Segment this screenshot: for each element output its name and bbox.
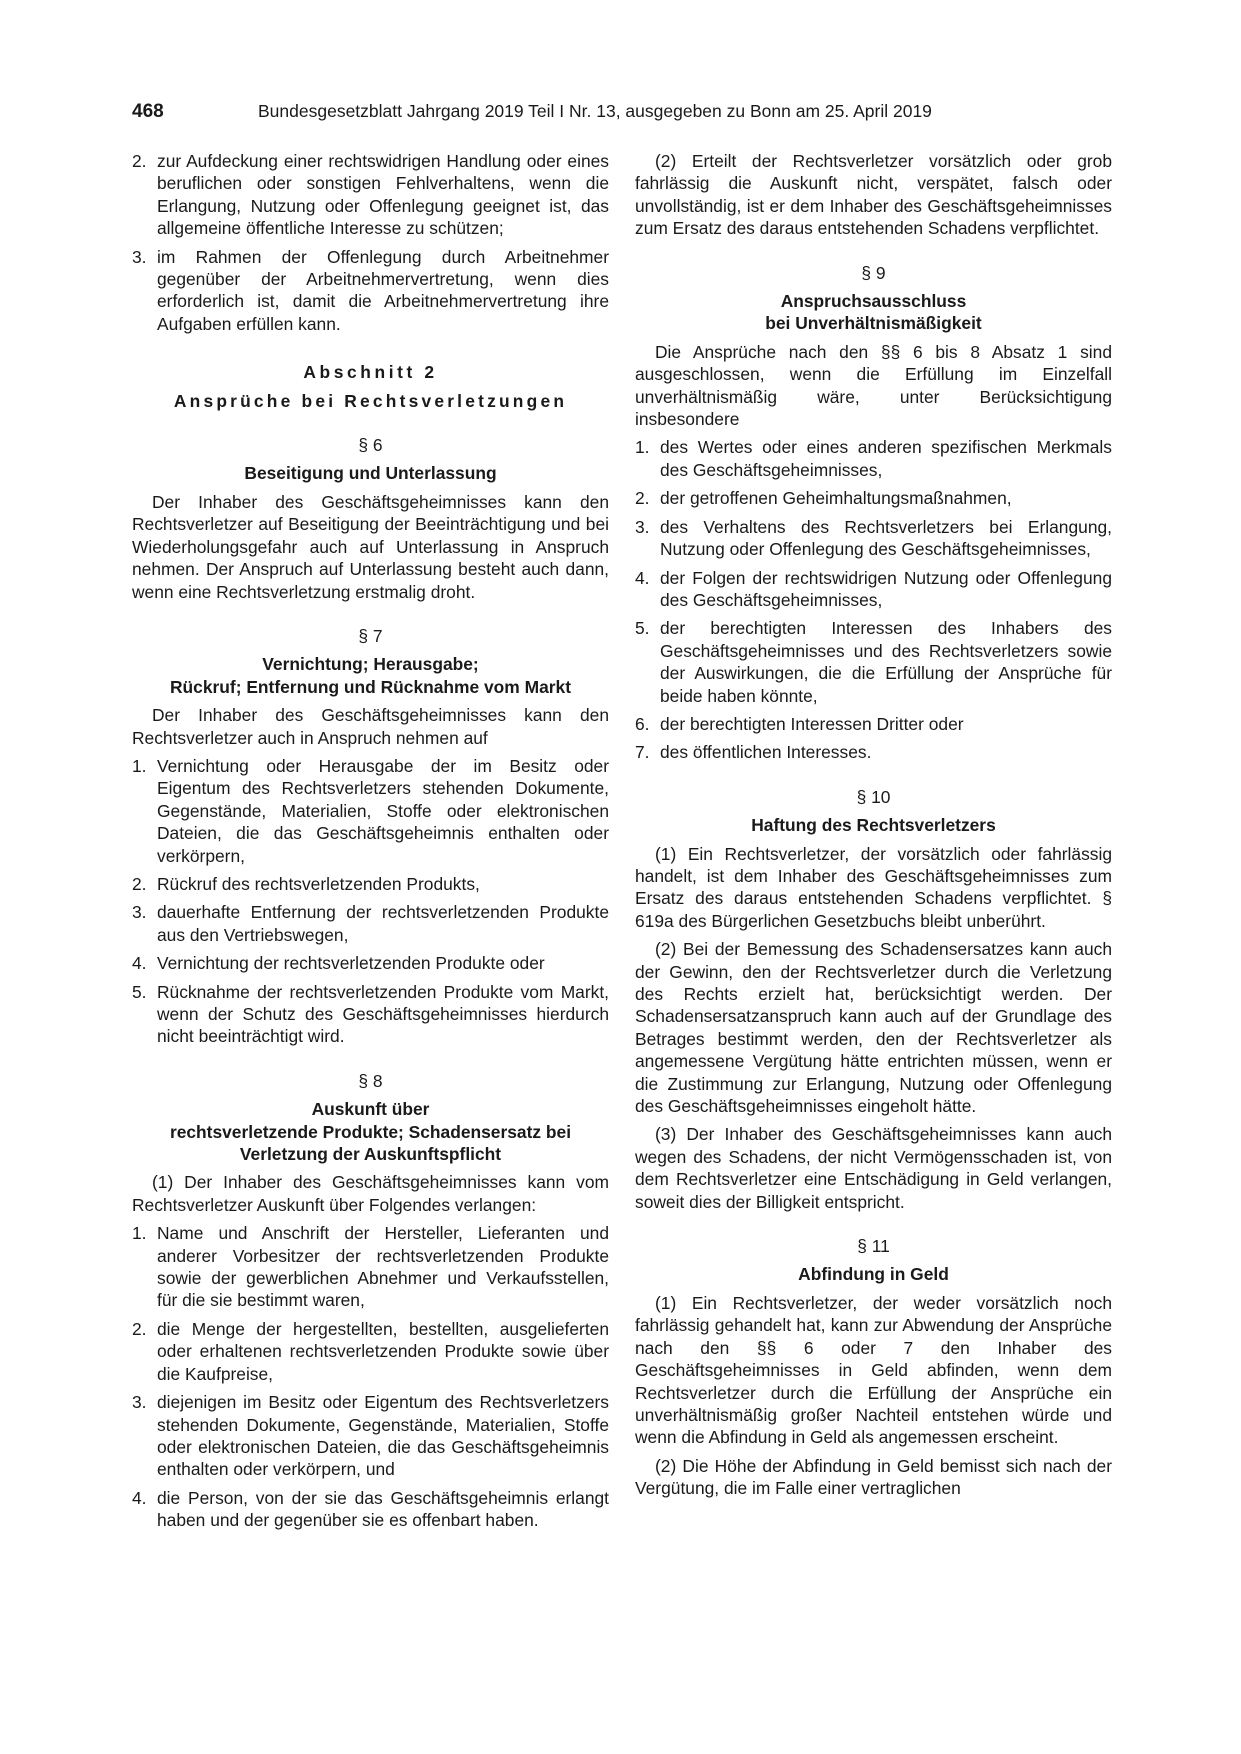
list-item: 2. Rückruf des rechtsverletzenden Produkts, [132,873,480,894]
list-item: 3. des Verhaltens des Rechtsverletzers bei Erlangung, Nutzung oder Offenlegung des Geschäftsgeheimnisses, [635,516,1112,560]
paragraph: (1) Ein Rechtsverletzer, der vorsätzlich oder fahrlässig handelt, ist dem Inhaber des Geschäftsgeheimnisses zum Ersatz des daraus entstehenden Schadens verpflichtet. § 619a des Bürgerlichen Gesetzbuchs bleibt unberührt. [635,843,1112,931]
list-item: 1. des Wertes oder eines anderen spezifischen Merkmals des Geschäftsgeheimnisses, [635,437,1112,480]
list-item: 4. der Folgen der rechtswidrigen Nutzung oder Offenlegung des Geschäftsgeheimnisses, [635,567,1112,610]
section-number-7: § 7 [358,625,383,646]
running-head: Bundesgesetzblatt Jahrgang 2019 Teil I Nr. 13, ausgegeben zu Bonn am 25. April 2019 [258,101,932,121]
section-number-9: § 9 [861,262,886,283]
section-title-11: Abfindung in Geld [798,1264,949,1285]
section-number-11: § 11 [857,1236,890,1257]
section-title-6: Beseitigung und Unterlassung [244,463,497,484]
paragraph: (2) Erteilt der Rechtsverletzer vorsätzlich oder grob fahrlässig die Auskunft nicht, verspätet, falsch oder unvollständig, ist er dem Inhaber des Geschäftsgeheimnisses zum Ersatz des daraus entstehenden Schadens verpflichtet. [635,151,1112,239]
section-title-7: Vernichtung; Herausgabe; Rückruf; Entfernung und Rücknahme vom Markt [170,654,571,697]
paragraph: (2) Bei der Bemessung des Schadensersatzes kann auch der Gewinn, den der Rechtsverletzer durch die Verletzung des Rechts erzielt hat, berücksichtigt werden. Der Schadensersatzanspruch kann auch auf der Grundlage des Betrages bestimmt werden, den der Rechtsverletzer als angemessene Vergütung hätte entrichten müssen, wenn er die Zustimmung zur Erlangung, Nutzung oder Offenlegung des Geschäftsgeheimnisses eingeholt hätte. [635,939,1112,1117]
part-subtitle: Ansprüche bei Rechtsverletzungen [173,390,568,411]
paragraph: (1) Ein Rechtsverletzer, der weder vorsätzlich noch fahrlässig gehandelt hat, kann zur Abwendung der Ansprüche nach den §§ 6 oder 7 den Inhaber des Geschäftsgeheimnisses in Geld abfinden, wenn dem Rechtsverletzer durch die Erfüllung der Ansprüche ein unverhältnismäßig großer Nachteil entstehen würde und wenn die Abfindung in Geld als angemessen erscheint. [635,1292,1112,1448]
section-9-list [635,436,1112,763]
paragraph: (3) Der Inhaber des Geschäftsgeheimnisses kann auch wegen des Schadens, der nicht Vermögensschaden ist, von dem Rechtsverletzer eine Entschädigung in Geld verlangen, soweit dies der Billigkeit entspricht. [635,1124,1112,1212]
list-item: 6. der berechtigten Interessen Dritter oder [635,713,964,734]
list-item: 3. dauerhafte Entfernung der rechtsverletzenden Produkte aus den Vertriebswegen, [132,902,609,945]
paragraph: (2) Die Höhe der Abfindung in Geld bemisst sich nach der Vergütung, die im Falle einer vertraglichen [635,1455,1112,1499]
section-number-10: § 10 [856,786,891,807]
part-title: Abschnitt 2 [303,362,438,383]
section-number-6: § 6 [358,435,383,456]
carryover-list [132,150,609,335]
list-item: 7. des öffentlichen Interesses. [635,742,872,763]
list-item: 4. Vernichtung der rechtsverletzenden Produkte oder [132,953,545,974]
section-8-list [132,1222,609,1531]
list-item: 4. die Person, von der sie das Geschäftsgeheimnis erlangt haben und der gegenüber sie es offenbart haben. [132,1487,609,1531]
list-item: 2. der getroffenen Geheimhaltungsmaßnahmen, [635,488,1012,509]
page-number: 468 [132,101,164,122]
paragraph: (1) Der Inhaber des Geschäftsgeheimnisses kann vom Rechtsverletzer Auskunft über Folgendes verlangen: [132,1172,609,1215]
left-column [132,150,609,1538]
section-title-10: Haftung des Rechtsverletzers [751,815,996,836]
paragraph: Der Inhaber des Geschäftsgeheimnisses kann den Rechtsverletzer auch in Anspruch nehmen auf [132,705,609,748]
list-item: 2. zur Aufdeckung einer rechtswidrigen Handlung oder eines beruflichen oder sonstigen Fehlverhaltens, wenn die Erlangung, Nutzung oder Offenlegung geeignet ist, das allgemeine öffentliche Interesse zu schützen; [132,151,609,239]
list-item: 1. Vernichtung oder Herausgabe der im Besitz oder Eigentum des Rechtsverletzers stehenden Dokumente, Gegenstände, Materialien, Stoffe oder elektronischen Dateien, die das Geschäftsgeheimnis enthalten oder verkörpern, [132,755,609,866]
page-header [132,101,1112,131]
section-7-list [132,755,609,1048]
list-item: 3. diejenigen im Besitz oder Eigentum des Rechtsverletzers stehenden Dokumente, Gegenstände, Materialien, Stoffe oder elektronischen Dateien, die das Geschäftsgeheimnis enthalten oder verkörpern, und [132,1392,609,1480]
list-item: 3. im Rahmen der Offenlegung durch Arbeitnehmer gegenüber der Arbeitnehmervertretung, wenn dies erforderlich ist, damit die Arbeitnehmervertretung ihre Aufgaben erfüllen kann. [132,246,609,334]
paragraph: Die Ansprüche nach den §§ 6 bis 8 Absatz 1 sind ausgeschlossen, wenn die Erfüllung im Einzelfall unverhältnismäßig wäre, unter Berücksichtigung insbesondere [635,341,1112,430]
list-item: 2. die Menge der hergestellten, bestellten, ausgelieferten oder erhaltenen rechtsverletzenden Produkte sowie über die Kaufpreise, [132,1318,609,1384]
paragraph: Der Inhaber des Geschäftsgeheimnisses kann den Rechtsverletzer auf Beseitigung der Beeinträchtigung und bei Wiederholungsgefahr auch auf Unterlassung in Anspruch nehmen. Der Anspruch auf Unterlassung besteht auch dann, wenn eine Rechtsverletzung erstmalig droht. [132,491,609,602]
section-number-8: § 8 [358,1070,383,1091]
list-item: 5. Rücknahme der rechtsverletzenden Produkte vom Markt, wenn der Schutz des Geschäftsgeheimnisses hierdurch nicht beeinträchtigt wird. [132,981,609,1047]
list-item: 1. Name und Anschrift der Hersteller, Lieferanten und anderer Vorbesitzer der rechtsverletzenden Produkte sowie der gewerblichen Abnehmer und Verkaufsstellen, für die sie bestimmt waren, [132,1223,609,1311]
section-title-8: Auskunft über rechtsverletzende Produkte; Schadensersatz bei Verletzung der Auskunftspflicht [169,1099,572,1165]
right-column [635,150,1112,1506]
list-item: 5. der berechtigten Interessen des Inhabers des Geschäftsgeheimnisses und des Rechtsverletzers sowie der Auswirkungen, die die Erfüllung der Ansprüche für beide haben könnte, [635,618,1112,706]
section-title-9: Anspruchsausschluss bei Unverhältnismäßigkeit [765,291,982,334]
